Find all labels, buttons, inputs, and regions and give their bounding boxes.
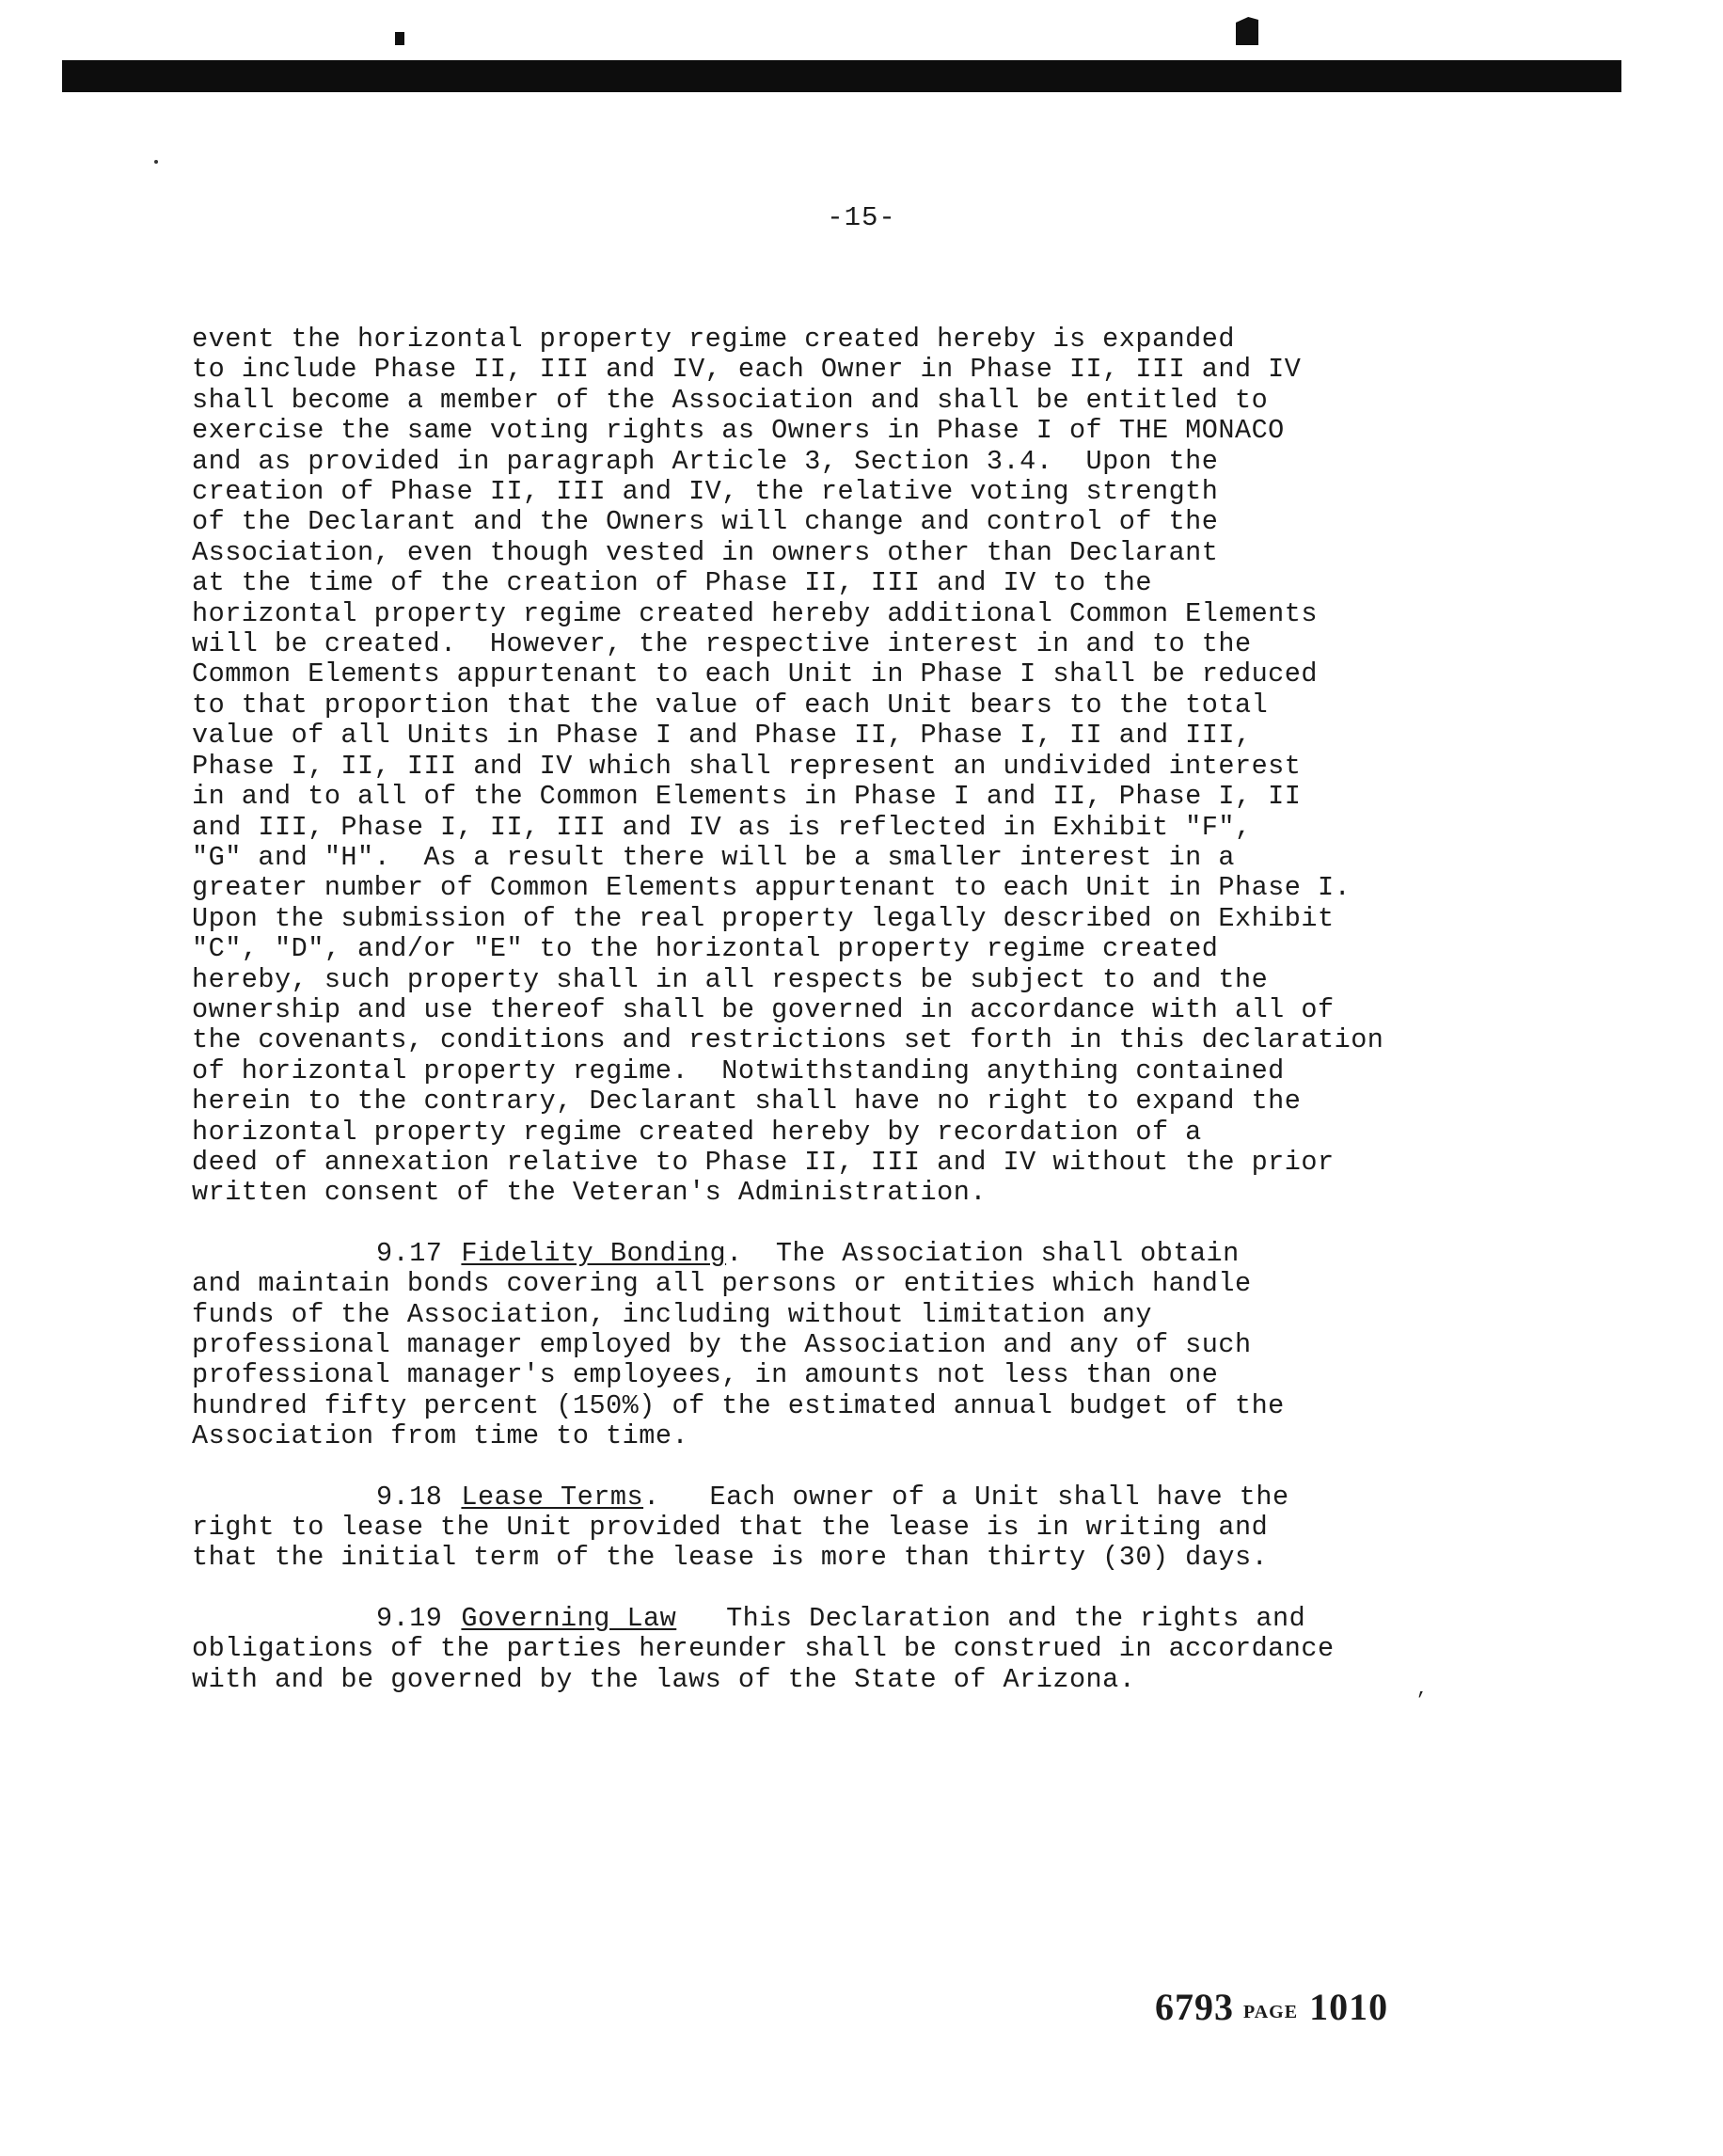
text-line: to that proportion that the value of each Unit bears to the total	[192, 689, 1269, 721]
text-line: creation of Phase II, III and IV, the relative voting strength	[192, 476, 1219, 508]
page-label: PAGE	[1243, 2002, 1299, 2022]
text-line: to include Phase II, III and IV, each Owner in Phase II, III and IV	[192, 354, 1302, 386]
text-line: the covenants, conditions and restrictions set forth in this declaration	[192, 1024, 1384, 1056]
text-line: hereby, such property shall in all respects be subject to and the	[192, 963, 1269, 995]
paragraph-main	[192, 325, 1527, 1209]
book-page-stamp	[1155, 1985, 1388, 2029]
text-line: herein to the contrary, Declarant shall have no right to expand the	[192, 1086, 1302, 1118]
text-line: horizontal property regime created hereby additional Common Elements	[192, 597, 1318, 629]
section-first-line-text: . Each owner of a Unit shall have the	[643, 1481, 1289, 1513]
section-first-line	[192, 1482, 1527, 1513]
text-line: value of all Units in Phase I and Phase II, Phase I, II and III,	[192, 720, 1252, 752]
text-line: and maintain bonds covering all persons or entities which handle	[192, 1268, 1252, 1300]
text-line: and as provided in paragraph Article 3, Section 3.4. Upon the	[192, 445, 1219, 477]
text-line: Association, even though vested in owners other than Declarant	[192, 536, 1219, 568]
section-number: 9.18	[376, 1481, 443, 1513]
text-line: and III, Phase I, II, III and IV as is reflected in Exhibit "F",	[192, 811, 1252, 843]
section-heading: Lease Terms	[461, 1481, 644, 1513]
text-line: in and to all of the Common Elements in Phase I and II, Phase I, II	[192, 781, 1302, 813]
section-number: 9.19	[376, 1602, 443, 1634]
text-line: deed of annexation relative to Phase II, III and IV without the prior	[192, 1146, 1335, 1178]
text-line: exercise the same voting rights as Owners in Phase I of THE MONACO	[192, 415, 1285, 447]
text-line: will be created. However, the respective interest in and to the	[192, 628, 1252, 660]
text-line: shall become a member of the Association and shall be entitled to	[192, 384, 1269, 416]
text-line: event the horizontal property regime created hereby is expanded	[192, 324, 1235, 355]
text-line: Upon the submission of the real property legally described on Exhibit	[192, 902, 1335, 934]
text-line: written consent of the Veteran's Administration.	[192, 1177, 987, 1209]
scan-mark-left	[395, 32, 404, 45]
text-line: horizontal property regime created hereby by recordation of a	[192, 1116, 1202, 1148]
section-first-line	[192, 1239, 1527, 1269]
text-line: "C", "D", and/or "E" to the horizontal property regime created	[192, 933, 1219, 965]
page-number: -15-	[827, 202, 896, 233]
text-line: professional manager's employees, in amounts not less than one	[192, 1359, 1219, 1391]
section-9-19	[192, 1604, 1527, 1695]
text-line: at the time of the creation of Phase II, III and IV to the	[192, 567, 1152, 599]
section-first-line-text: This Declaration and the rights and	[676, 1602, 1306, 1634]
section-first-line-text: . The Association shall obtain	[726, 1237, 1240, 1269]
text-line: that the initial term of the lease is more than thirty (30) days.	[192, 1542, 1269, 1574]
section-number: 9.17	[376, 1237, 443, 1269]
book-page-number: 1010	[1309, 1986, 1389, 2028]
section-heading: Fidelity Bonding	[461, 1237, 727, 1269]
text-line: hundred fifty percent (150%) of the estimated annual budget of the	[192, 1389, 1285, 1421]
text-line: funds of the Association, including without limitation any	[192, 1298, 1152, 1330]
text-line: Common Elements appurtenant to each Unit in Phase I shall be reduced	[192, 658, 1318, 690]
text-line: "G" and "H". As a result there will be a smaller interest in a	[192, 841, 1235, 873]
text-line: professional manager employed by the Association and any of such	[192, 1329, 1252, 1360]
top-scan-bar	[62, 60, 1621, 92]
scan-tick-mark: ,	[1416, 1679, 1429, 1701]
text-line: with and be governed by the laws of the State of Arizona.	[192, 1663, 1136, 1695]
text-line: greater number of Common Elements appurtenant to each Unit in Phase I.	[192, 872, 1352, 904]
book-number: 6793	[1155, 1986, 1234, 2028]
text-line: of the Declarant and the Owners will change and control of the	[192, 506, 1219, 538]
text-line: Association from time to time.	[192, 1420, 689, 1452]
scan-mark-right	[1236, 17, 1258, 45]
document-body	[192, 325, 1527, 1695]
section-9-18	[192, 1482, 1527, 1574]
text-line: ownership and use thereof shall be governed in accordance with all of	[192, 993, 1335, 1025]
section-heading: Governing Law	[461, 1602, 677, 1634]
text-line: right to lease the Unit provided that the lease is in writing and	[192, 1512, 1269, 1544]
text-line: obligations of the parties hereunder shall be construed in accordance	[192, 1633, 1335, 1665]
section-first-line	[192, 1604, 1527, 1634]
text-line: of horizontal property regime. Notwithstanding anything contained	[192, 1054, 1285, 1086]
text-line: Phase I, II, III and IV which shall represent an undivided interest	[192, 750, 1302, 782]
scan-speck	[154, 160, 158, 164]
section-9-17	[192, 1239, 1527, 1452]
